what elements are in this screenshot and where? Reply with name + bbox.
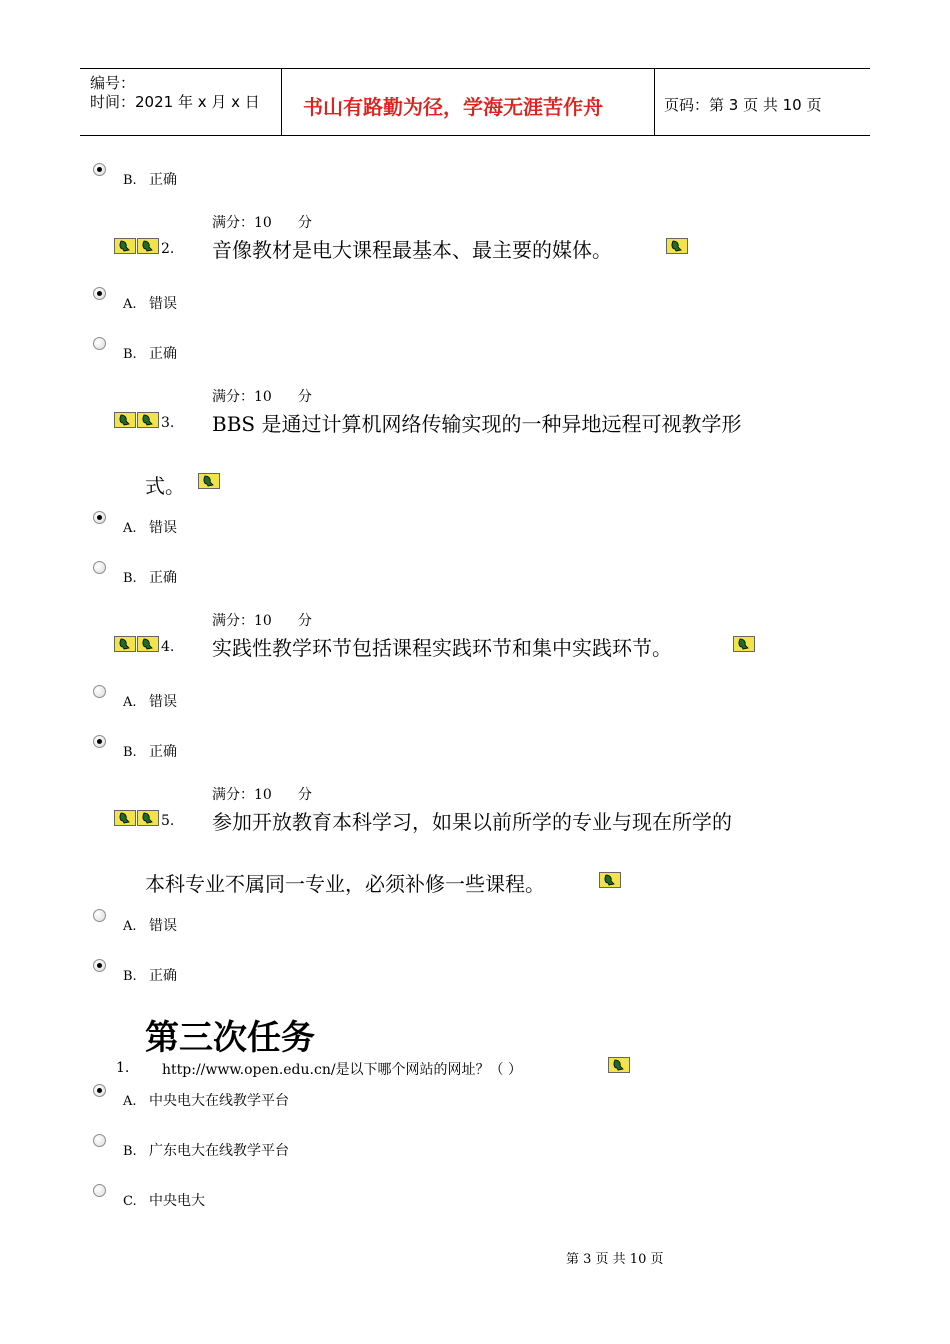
speaker-note-icon[interactable] — [599, 872, 621, 888]
option-s3q1-a: A. 中央电大在线教学平台 — [123, 1093, 289, 1109]
question-text-line2: 式。 — [145, 474, 185, 498]
question-text: http://www.open.edu.cn/是以下哪个网站的网址？（ ） — [162, 1062, 523, 1078]
header-divider-right — [654, 68, 655, 136]
header-page-label: 页码：第 3 页 共 10 页 — [664, 96, 822, 114]
option-letter: B. — [123, 173, 137, 188]
speaker-note-icon[interactable] — [137, 636, 159, 652]
speaker-note-icon[interactable] — [137, 238, 159, 254]
header-date-label: 时间：2021 年 x 月 x 日 — [90, 93, 260, 111]
radio-s3q1-a[interactable] — [93, 1084, 106, 1097]
header-motto: 书山有路勤为径，学海无涯苦作舟 — [303, 95, 603, 119]
score-q4: 满分：10 分 — [212, 613, 312, 629]
question-text: 音像教材是电大课程最基本、最主要的媒体。 — [212, 238, 612, 262]
page-footer: 第 3 页 共 10 页 — [566, 1252, 664, 1267]
option-q2-a: A. 错误 — [123, 296, 177, 312]
radio-q4-a[interactable] — [93, 685, 106, 698]
radio-q5-b[interactable] — [93, 959, 106, 972]
option-text: 正确 — [149, 172, 177, 188]
radio-q3-a[interactable] — [93, 511, 106, 524]
header-number-label: 编号： — [90, 74, 136, 92]
radio-q2-b[interactable] — [93, 337, 106, 350]
header-top-rule — [80, 68, 870, 69]
question-number: 1. — [116, 1060, 130, 1076]
speaker-note-icon[interactable] — [137, 810, 159, 826]
option-q4-b: B. 正确 — [123, 744, 177, 760]
radio-q1-b[interactable] — [93, 163, 106, 176]
option-q1-b — [123, 169, 177, 189]
section-title: 第三次任务 — [145, 1018, 315, 1058]
radio-q3-b[interactable] — [93, 561, 106, 574]
option-q2-b: B. 正确 — [123, 346, 177, 362]
radio-q2-a[interactable] — [93, 287, 106, 300]
question-text-line2: 本科专业不属同一专业，必须补修一些课程。 — [145, 872, 545, 896]
option-q5-a: A. 错误 — [123, 918, 177, 934]
speaker-note-icon[interactable] — [114, 636, 136, 652]
radio-s3q1-b[interactable] — [93, 1134, 106, 1147]
question-number: 3. — [161, 415, 175, 431]
radio-s3q1-c[interactable] — [93, 1184, 106, 1197]
option-q4-a: A. 错误 — [123, 694, 177, 710]
question-number: 4. — [161, 639, 175, 655]
speaker-note-icon[interactable] — [198, 473, 220, 489]
speaker-note-icon[interactable] — [114, 238, 136, 254]
header-divider-left — [281, 68, 282, 136]
score-q2: 满分：10 分 — [212, 215, 312, 231]
option-s3q1-b: B. 广东电大在线教学平台 — [123, 1143, 289, 1159]
speaker-note-icon[interactable] — [114, 412, 136, 428]
speaker-note-icon[interactable] — [666, 238, 688, 254]
option-q3-b: B. 正确 — [123, 570, 177, 586]
question-text-line1: BBS 是通过计算机网络传输实现的一种异地远程可视教学形 — [212, 412, 742, 436]
question-text: 实践性教学环节包括课程实践环节和集中实践环节。 — [212, 636, 672, 660]
radio-q4-b[interactable] — [93, 735, 106, 748]
option-q3-a: A. 错误 — [123, 520, 177, 536]
option-s3q1-c: C. 中央电大 — [123, 1193, 205, 1209]
question-number: 5. — [161, 813, 175, 829]
speaker-note-icon[interactable] — [114, 810, 136, 826]
speaker-note-icon[interactable] — [608, 1057, 630, 1073]
question-text-line1: 参加开放教育本科学习，如果以前所学的专业与现在所学的 — [212, 810, 732, 834]
header-bottom-rule — [80, 135, 870, 136]
radio-q5-a[interactable] — [93, 909, 106, 922]
option-q5-b: B. 正确 — [123, 968, 177, 984]
score-q5: 满分：10 分 — [212, 787, 312, 803]
score-q3: 满分：10 分 — [212, 389, 312, 405]
speaker-note-icon[interactable] — [733, 636, 755, 652]
question-number: 2. — [161, 241, 175, 257]
speaker-note-icon[interactable] — [137, 412, 159, 428]
